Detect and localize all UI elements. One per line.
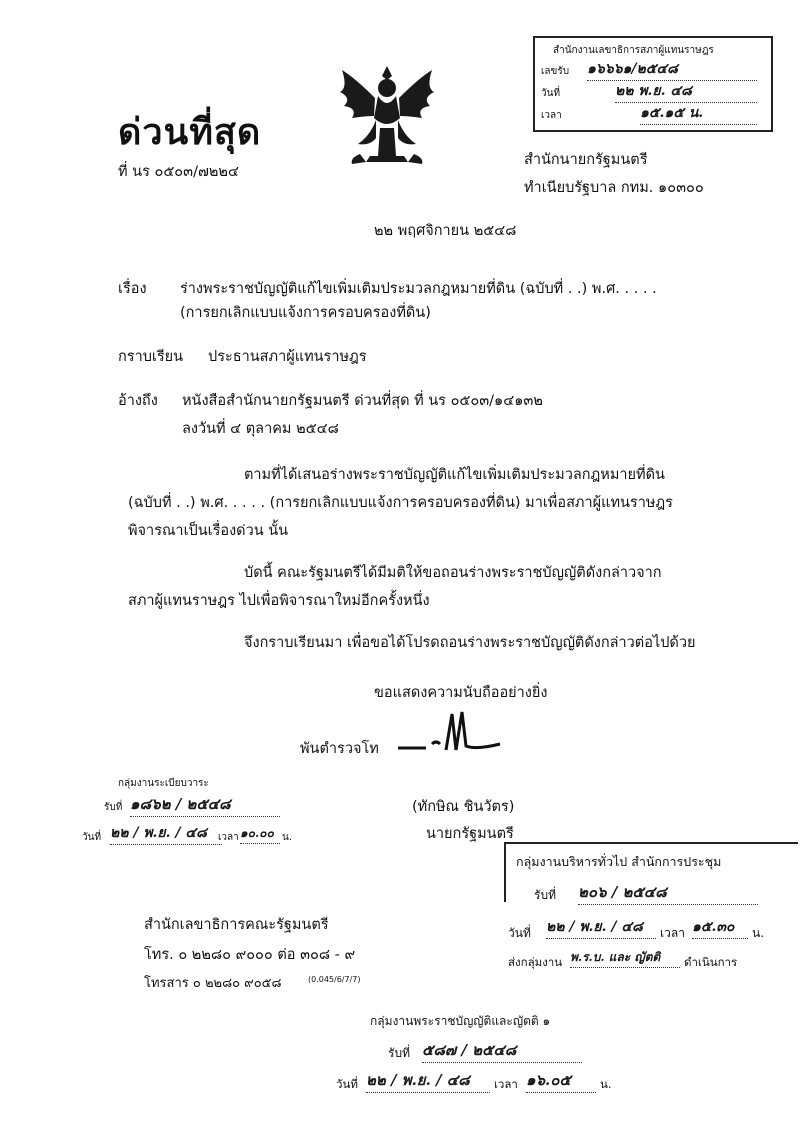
contact-fax: โทรสาร ๐ ๒๒๘๐ ๙๐๕๘ bbox=[144, 976, 282, 991]
stamp-right-label-action: ดำเนินการ bbox=[684, 955, 738, 969]
stamp-bottom-label-date: วันที่ bbox=[336, 1077, 358, 1091]
signer-title: นายกรัฐมนตรี bbox=[426, 826, 514, 842]
stamp-label-time: เวลา bbox=[541, 110, 562, 121]
stamp-right-org: กลุ่มงานบริหารทั่วไป สำนักการประชุม bbox=[516, 854, 722, 869]
reference-label: อ้างถึง bbox=[118, 393, 158, 409]
stamp-left-value-time: ๑๐.๐๐ bbox=[240, 824, 280, 844]
body-p2-line-2: สภาผู้แทนราษฎร ไปเพื่อพิจารณาใหม่อีกครั้งหนึ่ง bbox=[128, 593, 430, 609]
stamp-value-no: ๑๖๖๖๑/๒๕๔๘ bbox=[587, 58, 757, 81]
reference-line-2: ลงวันที่ ๔ ตุลาคม ๒๕๔๘ bbox=[182, 421, 339, 437]
stamp-bottom-value-no: ๕๘๗ / ๒๕๔๘ bbox=[422, 1038, 582, 1063]
letter-date: ๒๒ พฤศจิกายน ๒๕๔๘ bbox=[374, 223, 517, 239]
stamp-bottom-label-no: รับที่ bbox=[388, 1046, 410, 1060]
stamp-right-label-no: รับที่ bbox=[534, 888, 556, 902]
stamp-label-no: เลขรับ bbox=[541, 66, 570, 77]
stamp-left-suffix: น. bbox=[282, 832, 293, 843]
office-name: สำนักนายกรัฐมนตรี bbox=[524, 152, 648, 168]
to-label: กราบเรียน bbox=[118, 349, 184, 365]
stamp-right-border bbox=[504, 842, 506, 902]
body-p3-line-1: จึงกราบเรียนมา เพื่อขอได้โปรดถอนร่างพระราชบัญญัติดังกล่าวต่อไปด้วย bbox=[244, 635, 696, 651]
urgency-title: ด่วนที่สุด bbox=[118, 112, 262, 153]
stamp-right-value-date: ๒๒ / พ.ย. / ๔๘ bbox=[546, 916, 656, 939]
stamp-right-value-send: พ.ร.บ. และ ญัตติ bbox=[570, 948, 680, 968]
stamp-bottom-value-time: ๑๖.๐๕ bbox=[526, 1068, 596, 1093]
body-p1-line-3: พิจารณาเป็นเรื่องด่วน นั้น bbox=[128, 523, 289, 539]
body-p2-line-1: บัดนี้ คณะรัฐมนตรีได้มีมติให้ขอถอนร่างพระราชบัญญัติดังกล่าวจาก bbox=[244, 565, 662, 581]
subject-label: เรื่อง bbox=[118, 281, 147, 297]
stamp-bottom-suffix: น. bbox=[600, 1077, 612, 1091]
stamp-bottom-value-date: ๒๒ / พ.ย. / ๔๘ bbox=[366, 1068, 490, 1093]
subject-line-2: (การยกเลิกแบบแจ้งการครอบครองที่ดิน) bbox=[180, 305, 431, 321]
contact-fax-code: (0.045/6/7/7) bbox=[308, 975, 361, 984]
signer-name: (ทักษิณ ชินวัตร) bbox=[412, 799, 515, 815]
signature-icon bbox=[396, 706, 506, 756]
stamp-right-label-date: วันที่ bbox=[508, 926, 531, 940]
stamp-right-value-no: ๒๐๖ / ๒๕๔๘ bbox=[578, 880, 758, 905]
stamp-left-value-no: ๑๘๖๒ / ๒๕๔๘ bbox=[130, 792, 280, 817]
contact-phone: โทร. ๐ ๒๒๘๐ ๙๐๐๐ ต่อ ๓๐๘ - ๙ bbox=[144, 947, 356, 963]
reference-number: ที่ นร ๐๕๐๓/๗๒๒๔ bbox=[118, 164, 239, 180]
stamp-left bbox=[82, 766, 302, 856]
office-address: ทำเนียบรัฐบาล กทม. ๑๐๓๐๐ bbox=[524, 180, 704, 196]
stamp-bottom-label-time: เวลา bbox=[494, 1077, 518, 1091]
stamp-right-label-time: เวลา bbox=[660, 926, 685, 940]
body-p1-line-1: ตามที่ได้เสนอร่างพระราชบัญญัติแก้ไขเพิ่มเติมประมวลกฎหมายที่ดิน bbox=[244, 467, 665, 483]
contact-dept: สำนักเลขาธิการคณะรัฐมนตรี bbox=[144, 917, 329, 933]
stamp-right bbox=[498, 842, 798, 972]
reference-line-1: หนังสือสำนักนายกรัฐมนตรี ด่วนที่สุด ที่ นร ๐๕๐๓/๑๔๑๓๒ bbox=[182, 393, 543, 409]
stamp-left-value-date: ๒๒ / พ.ย. / ๔๘ bbox=[110, 822, 222, 845]
stamp-left-label-time: เวลา bbox=[218, 832, 239, 843]
closing-regards: ขอแสดงความนับถืออย่างยิ่ง bbox=[374, 685, 548, 701]
stamp-bottom-org: กลุ่มงานพระราชบัญญัติและญัตติ ๑ bbox=[370, 1014, 551, 1028]
garuda-emblem-icon bbox=[330, 58, 445, 173]
stamp-value-time: ๑๕.๑๕ น. bbox=[640, 102, 757, 125]
stamp-right-value-time: ๑๕.๓๐ bbox=[692, 916, 748, 939]
stamp-org: สำนักงานเลขาธิการสภาผู้แทนราษฎร bbox=[553, 45, 714, 56]
subject-line-1: ร่างพระราชบัญญัติแก้ไขเพิ่มเติมประมวลกฎหมายที่ดิน (ฉบับที่ . .) พ.ศ. . . . . bbox=[180, 281, 657, 297]
stamp-right-border-top bbox=[504, 842, 798, 844]
stamp-left-label-no: รับที่ bbox=[104, 802, 123, 813]
stamp-label-date: วันที่ bbox=[541, 88, 561, 99]
stamp-bottom bbox=[336, 1008, 626, 1108]
to-value: ประธานสภาผู้แทนราษฎร bbox=[208, 349, 367, 365]
stamp-right-label-send: ส่งกลุ่มงาน bbox=[508, 955, 563, 969]
stamp-left-org: กลุ่มงานระเบียบวาระ bbox=[118, 778, 209, 789]
stamp-left-label-date: วันที่ bbox=[82, 832, 102, 843]
stamp-value-date: ๒๒ พ.ย. ๔๘ bbox=[615, 80, 757, 103]
body-p1-line-2: (ฉบับที่ . .) พ.ศ. . . . . (การยกเลิกแบบแจ้งการครอบครองที่ดิน) มาเพื่อสภาผู้แทนราษฎร bbox=[128, 495, 673, 511]
stamp-right-suffix: น. bbox=[752, 926, 765, 940]
signer-rank: พันตำรวจโท bbox=[300, 741, 379, 757]
receipt-stamp-top bbox=[533, 36, 773, 132]
